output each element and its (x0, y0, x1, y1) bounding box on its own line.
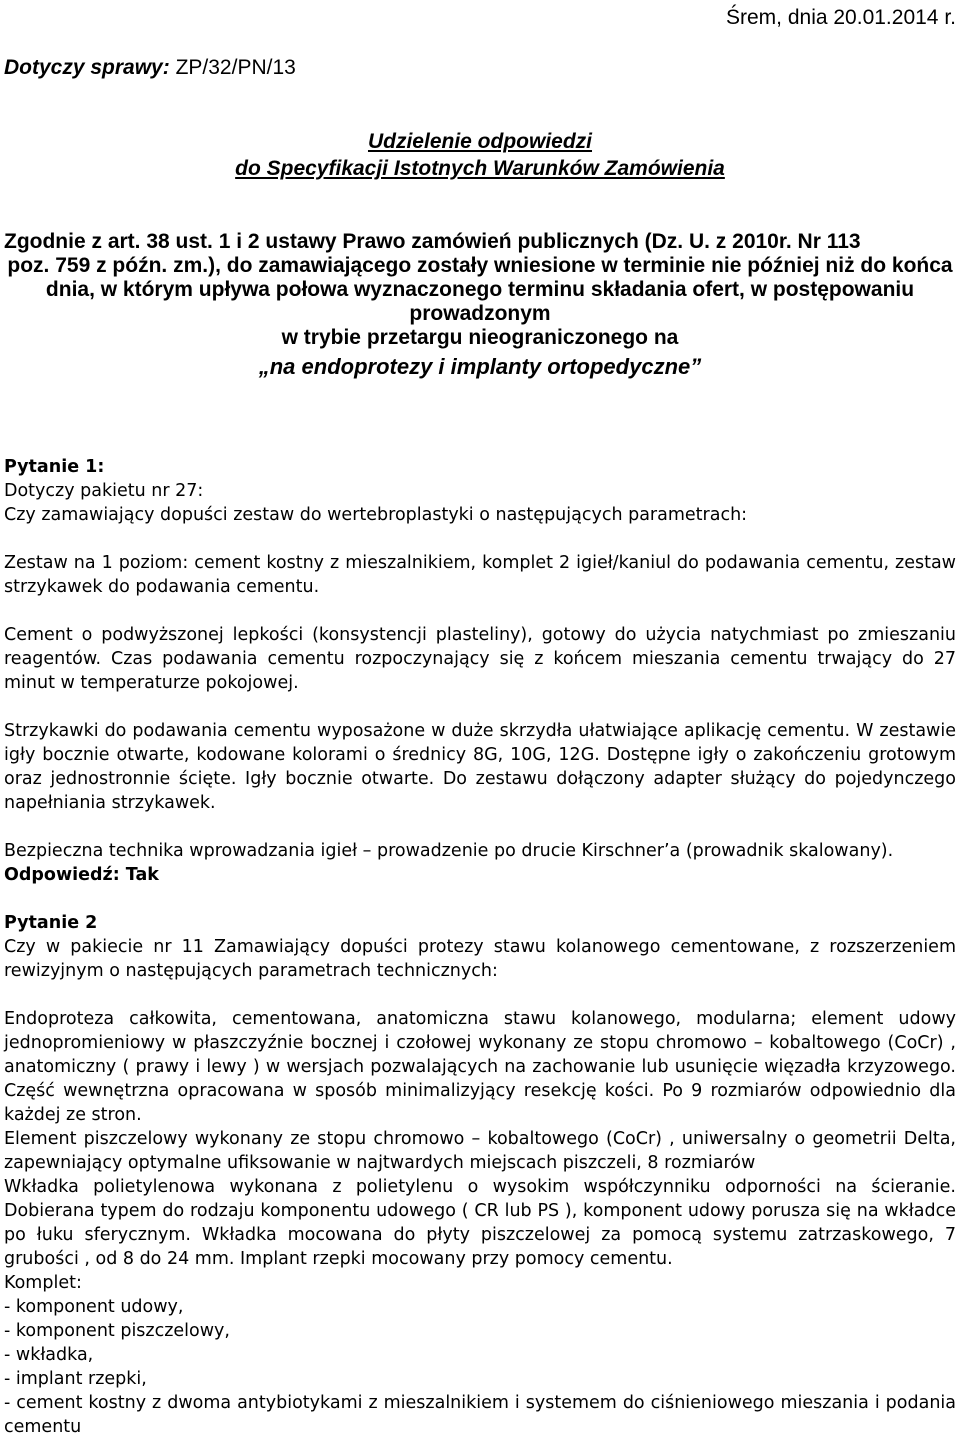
question-2-text: Czy w pakiecie nr 11 Zamawiający dopuści protezy stawu kolanowego cementowane, z rozszerzeniem rewizyjnym o następujących parametrach technicznych: (4, 937, 956, 981)
procurement-subject: „na endoprotezy i implanty ortopedyczne” (258, 354, 702, 379)
question-1-package: Dotyczy pakietu nr 27: (4, 481, 204, 501)
title-line-2: do Specyfikacji Istotnych Warunków Zamówienia (235, 157, 725, 180)
list-item: - wkładka, (4, 1345, 94, 1365)
case-reference (4, 56, 296, 80)
question-1-answer: Odpowiedź: Tak (4, 865, 159, 885)
list-item: - komponent udowy, (4, 1297, 184, 1317)
question-2-paragraph: Element piszczelowy wykonany ze stopu chromowo – kobaltowego (CoCr) , uniwersalny o geometrii Delta, zapewniający optymalne ufiksowanie w najtwardych miejscach piszczeli, 8 rozmiarów (4, 1129, 956, 1173)
list-item: - cement kostny z dwoma antybiotykami z mieszalnikiem i systemem do ciśnieniowego mieszania i podania cementu (4, 1393, 956, 1437)
question-1-paragraph: Strzykawki do podawania cementu wyposażone w duże skrzydła ułatwiające aplikację cementu. W zestawie igły bocznie otwarte, kodowane kolorami o średnicy 8G, 10G, 12G. Dostępne igły o zakończeniu grotowym oraz jednostronnie ścięte. Igły bocznie otwarte. Do zestawu dołączony adapter służący do pojedynczego napełniania strzykawek. (4, 721, 956, 813)
question-2-paragraph: Endoproteza całkowita, cementowana, anatomiczna stawu kolanowego, modularna; element udowy jednopromieniowy w płaszczyźnie bocznej i czołowej wykonany ze stopu chromowo – kobaltowego (CoCr) , anatomiczny ( prawy i lewy ) w wersjach pozwalających na zachowanie lub usunięcie więzadła krzyzowego. Część wewnętrzna opracowana w sposób minimalizyjący resekcję kości. Po 9 rozmiarów odpowiednio dla każdej ze stron. (4, 1009, 956, 1125)
intro-mode: w trybie przetargu nieograniczonego na (281, 326, 679, 349)
question-2-heading: Pytanie 2 (4, 913, 98, 933)
question-1-text: Czy zamawiający dopuści zestaw do wertebroplastyki o następujących parametrach: (4, 505, 748, 525)
title-line-1: Udzielenie odpowiedzi (367, 130, 593, 153)
question-2-paragraph: Wkładka polietylenowa wykonana z polietylenu o wysokim współczynniku odporności na ścieranie. Dobierana typem do rodzaju komponentu udowego ( CR lub PS ), komponent udowy porusza się na wkładce po łuku sferycznym. Wkładka mocowana do płyty piszczelowej za pomocą systemu zatrzaskowego, 7 grubości , od 8 do 24 mm. Implant rzepki mocowany przy pomocy cementu. (4, 1177, 956, 1269)
question-1-paragraph: Cement o podwyższonej lepkości (konsystencji plasteliny), gotowy do użycia natychmiast po zmieszaniu reagentów. Czas podawania cementu rozpoczynający się z końcem mieszania cementu trwający do 27 minut w temperaturze pokojowej. (4, 625, 956, 693)
document-date: Śrem, dnia 20.01.2014 r. (726, 6, 956, 29)
intro-paragraph (4, 230, 956, 379)
question-2-kit-label: Komplet: (4, 1273, 82, 1293)
question-1-paragraph: Bezpieczna technika wprowadzania igieł – prowadzenie po drucie Kirschner’a (prowadnik skalowany). (4, 841, 894, 861)
question-1-paragraph: Zestaw na 1 poziom: cement kostny z mieszalnikiem, komplet 2 igieł/kaniul do podawania cementu, zestaw strzykawek do podawania cementu. (4, 553, 956, 597)
list-item: - komponent piszczelowy, (4, 1321, 230, 1341)
case-number: ZP/32/PN/13 (175, 56, 296, 79)
case-label: Dotyczy sprawy: (4, 56, 170, 79)
question-1-heading: Pytanie 1: (4, 457, 105, 477)
intro-text: poz. 759 z późn. zm.), do zamawiającego zostały wniesione w terminie nie później niż do końca dnia, w którym upływa połowa wyznaczonego terminu składania ofert, w postępowaniu prowadzonym (7, 254, 953, 325)
document-body (4, 455, 956, 1439)
list-item: - implant rzepki, (4, 1369, 147, 1389)
document-title (0, 128, 960, 182)
intro-line-1: Zgodnie z art. 38 ust. 1 i 2 ustawy Prawo zamówień publicznych (Dz. U. z 2010r. Nr 113 (4, 230, 861, 253)
